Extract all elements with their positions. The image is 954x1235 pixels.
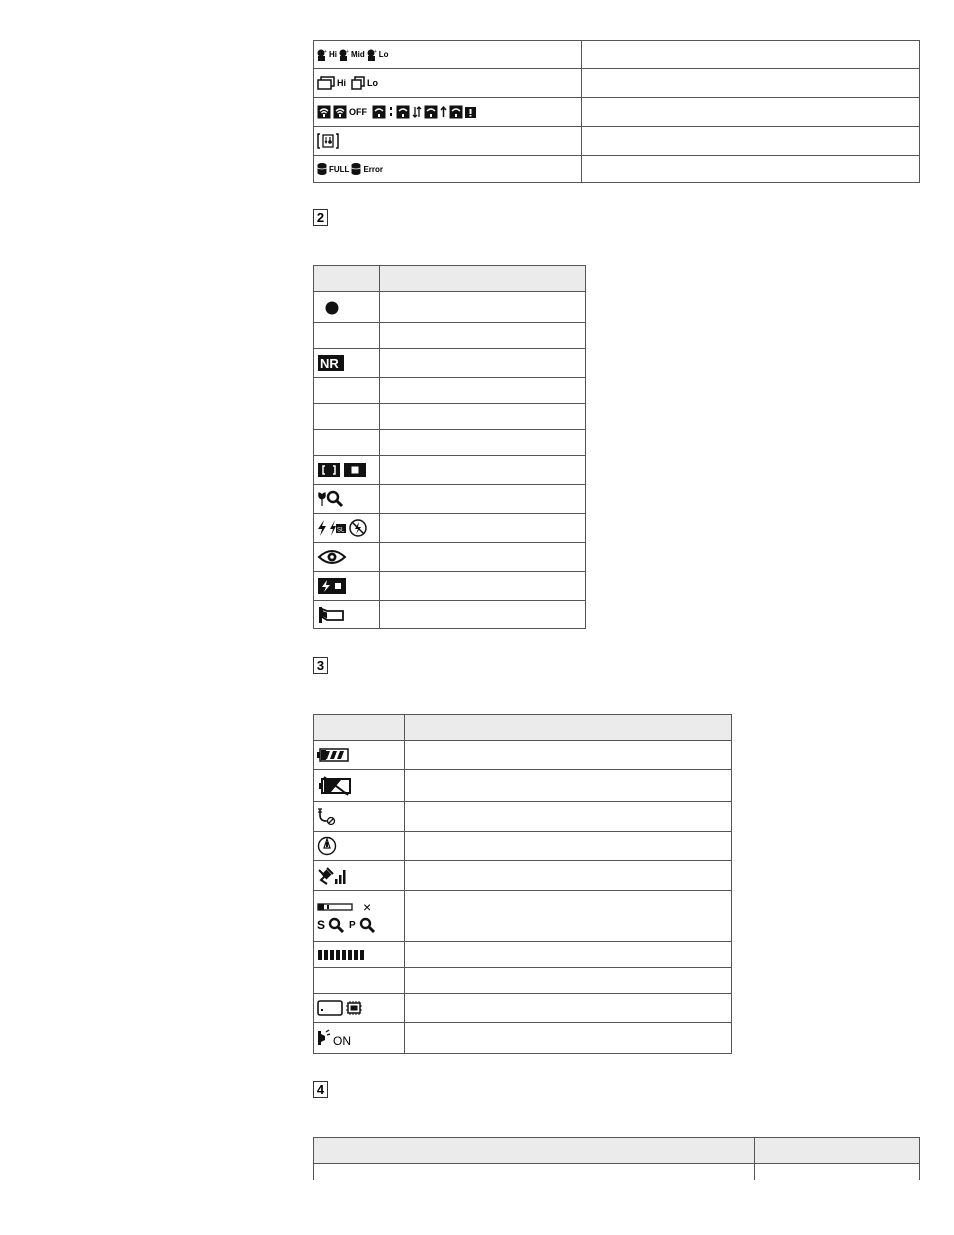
noise-reduction-icon bbox=[317, 354, 345, 372]
value-cell bbox=[380, 349, 586, 378]
table-row bbox=[314, 1023, 732, 1054]
value-cell bbox=[582, 98, 920, 127]
table-row bbox=[314, 543, 586, 572]
icon-cell bbox=[314, 456, 380, 485]
table-header-row bbox=[314, 1138, 920, 1164]
value-cell bbox=[405, 891, 732, 942]
table-row bbox=[314, 968, 732, 994]
face-lo-label: Lo bbox=[378, 50, 389, 59]
icon-cell bbox=[314, 572, 380, 601]
icon-cell bbox=[314, 994, 405, 1023]
icon-cell bbox=[314, 323, 380, 349]
value-cell bbox=[380, 430, 586, 456]
wifi-icon bbox=[424, 105, 438, 119]
table-row bbox=[314, 404, 586, 430]
icon-cell bbox=[314, 485, 380, 514]
wifi-off-label: OFF bbox=[349, 107, 367, 117]
icon-cell bbox=[314, 378, 380, 404]
table-row bbox=[314, 292, 586, 323]
svg-text:+: + bbox=[324, 48, 327, 55]
value-cell bbox=[755, 1164, 920, 1180]
icon-cell bbox=[314, 741, 405, 770]
icon-cell bbox=[314, 404, 380, 430]
header-cell bbox=[314, 266, 380, 292]
face-sensitivity-icon bbox=[367, 49, 377, 61]
header-cell bbox=[314, 715, 405, 741]
table-row bbox=[314, 832, 732, 861]
value-cell bbox=[405, 832, 732, 861]
record-dot-icon bbox=[317, 299, 339, 315]
compass-icon bbox=[317, 836, 337, 856]
table-row bbox=[314, 98, 920, 127]
continuous-shooting-icon bbox=[317, 76, 335, 90]
magnifier-icon bbox=[359, 917, 375, 933]
wifi-icon bbox=[449, 105, 463, 119]
icon-cell bbox=[314, 41, 582, 69]
magnifier-icon bbox=[328, 917, 344, 933]
section-number: 4 bbox=[313, 1081, 328, 1098]
table-row bbox=[314, 802, 732, 832]
table-row bbox=[314, 485, 586, 514]
value-cell bbox=[314, 1164, 755, 1180]
icon-cell bbox=[314, 942, 405, 968]
icon-cell bbox=[314, 349, 380, 378]
value-cell bbox=[405, 1023, 732, 1054]
value-cell bbox=[380, 543, 586, 572]
table-header-row bbox=[314, 266, 586, 292]
table-row bbox=[314, 942, 732, 968]
table-row bbox=[314, 1164, 920, 1180]
icon-cell bbox=[314, 968, 405, 994]
value-cell bbox=[380, 404, 586, 430]
icon-cell bbox=[314, 802, 405, 832]
level-meter-icon bbox=[317, 949, 369, 961]
table-row bbox=[314, 69, 920, 98]
value-cell bbox=[582, 69, 920, 98]
battery-empty-icon bbox=[317, 775, 353, 797]
flash-charging-icon bbox=[317, 577, 347, 595]
database-icon bbox=[351, 162, 361, 176]
table-row bbox=[314, 514, 586, 543]
smart-zoom-label: S bbox=[317, 918, 326, 932]
svg-text:+: + bbox=[346, 48, 349, 55]
wifi-icon bbox=[317, 105, 331, 119]
header-cell bbox=[314, 1138, 755, 1164]
spot-focus-icon bbox=[343, 462, 367, 478]
table-row bbox=[314, 994, 732, 1023]
macro-zoom-icon bbox=[317, 490, 345, 508]
table-row bbox=[314, 891, 732, 942]
focus-area-icon bbox=[317, 462, 341, 478]
icon-cell bbox=[314, 832, 405, 861]
zoom-bar-icon bbox=[317, 903, 353, 911]
database-full-label: FULL bbox=[329, 164, 350, 174]
section-number: 2 bbox=[313, 209, 328, 226]
table-row bbox=[314, 378, 586, 404]
wifi-icon bbox=[372, 105, 386, 119]
value-cell bbox=[405, 968, 732, 994]
icon-cell bbox=[314, 1023, 405, 1054]
table-row bbox=[314, 430, 586, 456]
face-sensitivity-icon bbox=[317, 49, 327, 61]
table-row bbox=[314, 323, 586, 349]
svg-text:+: + bbox=[373, 48, 377, 55]
table-4 bbox=[313, 1137, 920, 1180]
table-3 bbox=[313, 714, 732, 1054]
table-row bbox=[314, 861, 732, 891]
value-cell bbox=[405, 942, 732, 968]
value-cell bbox=[380, 378, 586, 404]
value-cell bbox=[380, 292, 586, 323]
value-cell bbox=[380, 485, 586, 514]
power-supply-icon bbox=[317, 807, 337, 827]
overheat-warning-icon bbox=[317, 133, 339, 149]
icon-cell bbox=[314, 891, 405, 942]
internal-memory-icon bbox=[345, 1000, 363, 1016]
icon-cell bbox=[314, 543, 380, 572]
wifi-transfer-icon bbox=[412, 105, 422, 119]
value-cell bbox=[380, 456, 586, 485]
header-cell bbox=[380, 266, 586, 292]
memory-card-icon bbox=[317, 1000, 343, 1016]
value-cell bbox=[380, 323, 586, 349]
table-2 bbox=[313, 265, 586, 629]
icon-cell bbox=[314, 514, 380, 543]
svg-text:NR: NR bbox=[320, 356, 339, 371]
value-cell bbox=[405, 861, 732, 891]
cont-hi-label: Hi bbox=[337, 78, 346, 88]
table-header-row bbox=[314, 715, 732, 741]
table-row bbox=[314, 456, 586, 485]
value-cell bbox=[582, 41, 920, 69]
wifi-upload-icon bbox=[440, 105, 447, 119]
table-row bbox=[314, 741, 732, 770]
value-cell bbox=[405, 802, 732, 832]
icon-cell bbox=[314, 430, 380, 456]
ambient-light-icon bbox=[317, 606, 347, 624]
red-eye-icon bbox=[317, 548, 347, 566]
face-hi-label: Hi bbox=[329, 50, 337, 59]
cont-lo-label: Lo bbox=[367, 78, 378, 88]
value-cell bbox=[405, 770, 732, 802]
icon-cell bbox=[314, 770, 405, 802]
icon-cell bbox=[314, 69, 582, 98]
icon-cell bbox=[314, 292, 380, 323]
header-cell bbox=[755, 1138, 920, 1164]
icon-cell bbox=[314, 156, 582, 183]
table-row bbox=[314, 601, 586, 629]
value-cell bbox=[582, 156, 920, 183]
battery-full-icon bbox=[317, 747, 349, 763]
section-number: 3 bbox=[313, 657, 328, 674]
database-icon bbox=[317, 162, 327, 176]
wifi-icon bbox=[333, 105, 347, 119]
icon-cell bbox=[314, 601, 380, 629]
table-row bbox=[314, 156, 920, 183]
precision-zoom-label: P bbox=[349, 919, 356, 931]
monitor-light-icon bbox=[317, 1029, 331, 1047]
table-row bbox=[314, 572, 586, 601]
icon-cell bbox=[314, 861, 405, 891]
wifi-icon bbox=[396, 105, 410, 119]
value-cell bbox=[380, 601, 586, 629]
table-row bbox=[314, 41, 920, 69]
table-row bbox=[314, 770, 732, 802]
flash-slow-sync-icon bbox=[329, 519, 347, 537]
table-row bbox=[314, 127, 920, 156]
icon-cell bbox=[314, 98, 582, 127]
monitor-on-label: ON bbox=[333, 1034, 351, 1048]
wifi-connecting-icon bbox=[388, 105, 394, 119]
database-error-label: Error bbox=[363, 164, 383, 174]
flash-off-icon bbox=[349, 519, 367, 537]
header-cell bbox=[405, 715, 732, 741]
icon-cell bbox=[314, 127, 582, 156]
continuous-shooting-icon bbox=[351, 76, 365, 90]
svg-text:SL: SL bbox=[337, 527, 345, 534]
value-cell bbox=[405, 741, 732, 770]
gps-satellite-icon bbox=[317, 866, 347, 886]
table-1 bbox=[313, 40, 920, 183]
face-sensitivity-icon bbox=[339, 49, 349, 61]
value-cell bbox=[380, 514, 586, 543]
table-row bbox=[314, 349, 586, 378]
value-cell bbox=[582, 127, 920, 156]
face-mid-label: Mid bbox=[351, 50, 365, 59]
wifi-error-icon bbox=[465, 107, 476, 118]
value-cell bbox=[380, 572, 586, 601]
zoom-multiplier-label: × bbox=[363, 899, 372, 915]
value-cell bbox=[405, 994, 732, 1023]
flash-icon bbox=[317, 519, 327, 537]
